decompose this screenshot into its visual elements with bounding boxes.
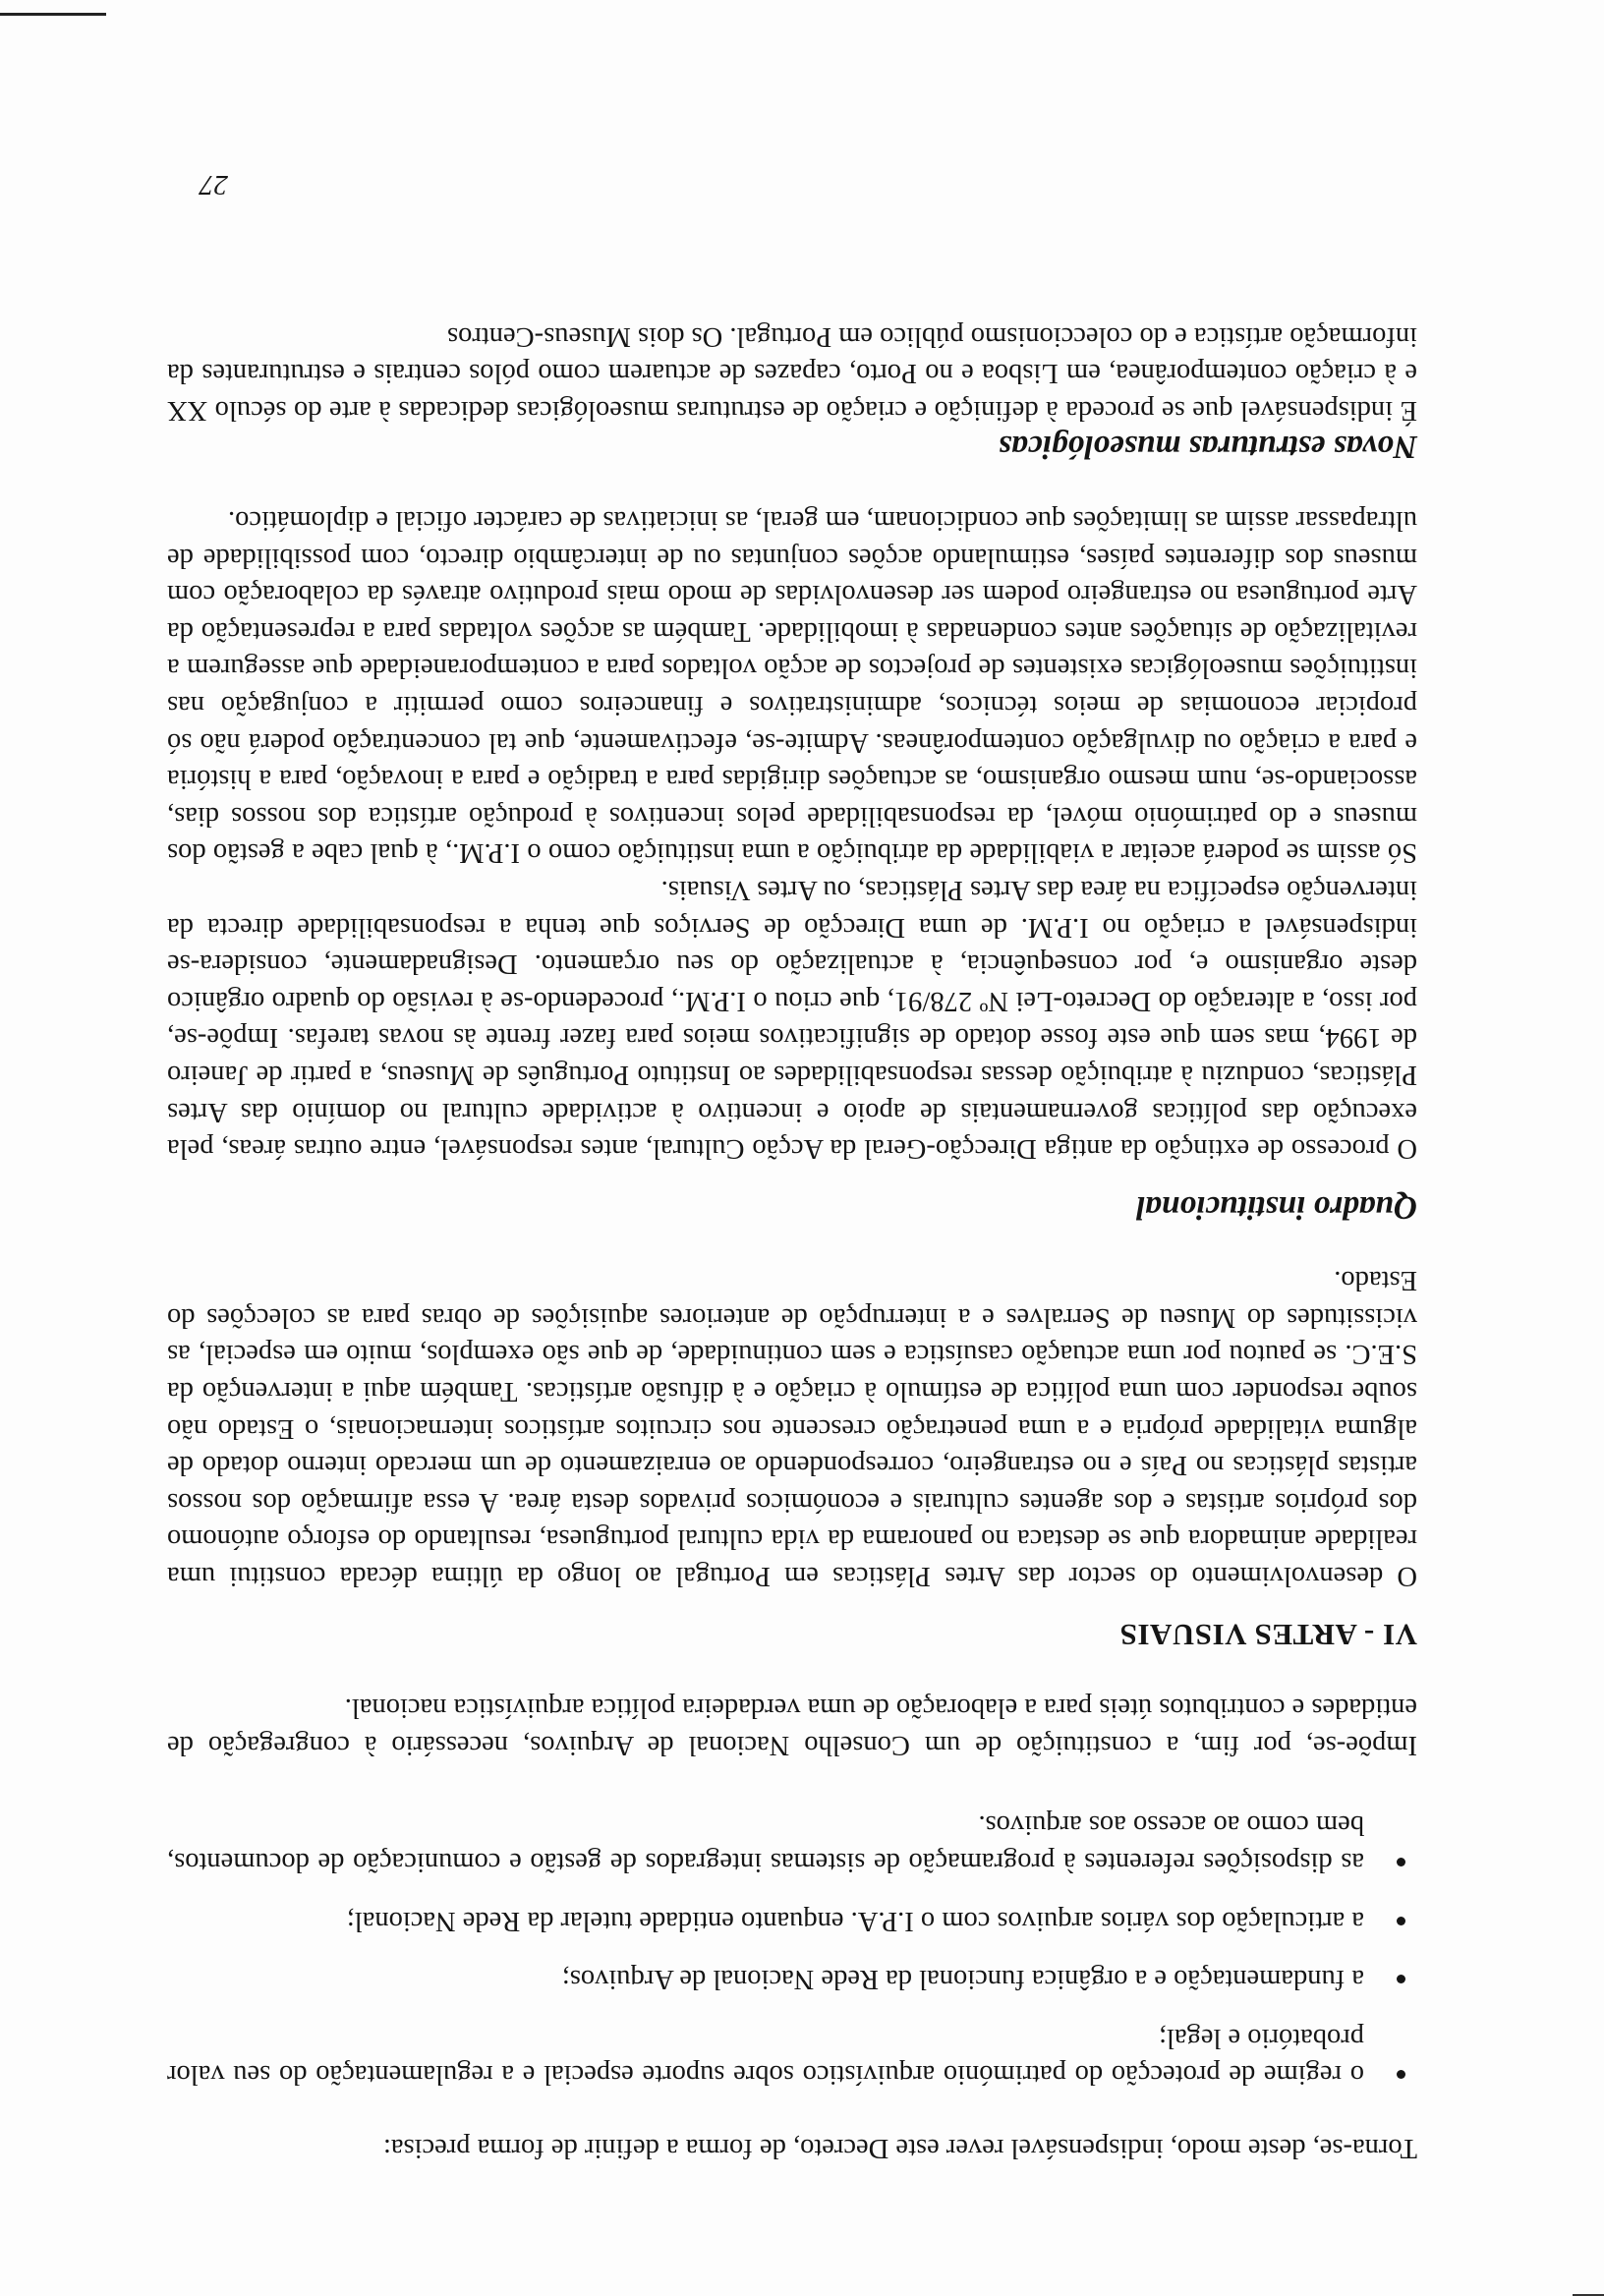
requirements-list: [167, 1807, 1417, 2094]
intro-paragraph: Torna-se, deste modo, indispensável rever este Decreto, de forma a definir de forma precisa:: [382, 2133, 1417, 2163]
list-item: a fundamentação e a orgânica funcional da Rede Nacional de Arquivos;: [167, 1961, 1417, 1998]
section-title: VI - ARTES VISUAIS: [1119, 1617, 1417, 1652]
scan-edge-mark: [0, 13, 106, 16]
page-number: 27: [200, 169, 228, 201]
list-item: o regime de protecção do património arquivístico sobre suporte especial e a regulamentação do seu valor probatório e legal;: [167, 2019, 1417, 2093]
new-structures-paragraph: É indispensável que se proceda à definição e criação de estruturas museológicas dedicadas à arte do século XX e à criação contemporânea, em Lisboa e no Porto, capazes de actuarem como pólos centrais e estruturantes da informação artística e do coleccionismo público em Portugal. Os dois Museus-Centros: [167, 320, 1417, 426]
institutional-paragraph-2: Só assim se poderá aceitar a viabilidade da atribuição a uma instituição como o I.P.M., à qual cabe a gestão dos museus e do património móvel, da responsabilidade pelos incentivos à produção artística dos nossos dias, associando-se, num mesmo organismo, as actuações dirigidas para a tradição e para a inovação, para a história e para a criação ou divulgação contemporâneas. Admite-se, efectivamente, que tal concentração poderá não só propiciar economias de meios técnicos, administrativos e financeiros como permitir a conjugação nas instituições museológicas existentes de projectos de acção voltados para a contemporaneidade que assegurem a revitalização de situações antes condenadas à imobilidade. Também as acções voltadas para a representação da Arte portuguesa no estrangeiro podem ser desenvolvidas de modo mais produtivo através da colaboração com museus dos diferentes países, estimulando acções conjuntas ou de intercâmbio directo, com possibilidade de ultrapassar assim as limitações que condicionam, em geral, as iniciativas de carácter oficial e diplomático.: [167, 505, 1417, 869]
list-item: a articulação dos vários arquivos com o I.P.A. enquanto entidade tutelar da Rede Nacional;: [167, 1902, 1417, 1939]
institutional-paragraph-1: O processo de extinção da antiga Direcção-Geral da Acção Cultural, antes responsável, entre outras áreas, pela execução das políticas governamentais de apoio e incentivo à actividade cultural no domínio das Artes Plásticas, conduziu à atribuição dessas responsabilidades ao Instituto Português de Museus, a partir de Janeiro de 1994, mas sem que este fosse dotado de significativos meios para fazer frente às novas tarefas. Impõe-se, por isso, a alteração do Decreto-Lei Nº 278/91, que criou o I.P.M., procedendo-se à revisão do quadro orgânico deste organismo e, por consequência, à actualização do seu orçamento. Designadamente, considera-se indispensável a criação no I.P.M. de uma Direcção de Serviços que tenha a responsabilidade directa da intervenção específica na área das Artes Plásticas, ou Artes Visuais.: [167, 874, 1417, 1165]
list-item: as disposições referentes à programação de sistemas integrados de gestão e comunicação de documentos, bem como ao acesso aos arquivos.: [167, 1807, 1417, 1880]
subheading-new-structures: Novas estruturas museológicas: [999, 429, 1417, 466]
subheading-institutional: Quadro institucional: [1135, 1188, 1417, 1226]
document-body: [167, 317, 1417, 2166]
closing-paragraph: Impõe-se, por fim, a constituição de um Conselho Nacional de Arquivos, necessário à congregação de entidades e contributos úteis para a elaboração de uma verdadeira política arquivística nacional.: [167, 1693, 1417, 1760]
visual-arts-paragraph: O desenvolvimento do sector das Artes Plásticas em Portugal ao longo da última década constitui uma realidade animadora que se destaca no panorama da vida cultural portuguesa, resultando do esforço autónomo dos próprios artistas e dos agentes culturais e económicos privados desta área. A essa afirmação dos nossos artistas plásticas no País e no estrangeiro, correspondendo ao enraizamento de um mercado interno dotado de alguma vitalidade própria e a uma penetração crescente nos circuitos artísticos internacionais, o Estado não soube responder com uma política de estímulo à criação e à difusão artísticas. Também aqui a intervenção da S.E.C. se pautou por uma actuação casuística e sem continuidade, de que são exemplos, muito em especial, as vicissitudes do Museu de Serralves e a interrupção de anteriores aquisições de obras para as colecções do Estado.: [167, 1265, 1417, 1592]
